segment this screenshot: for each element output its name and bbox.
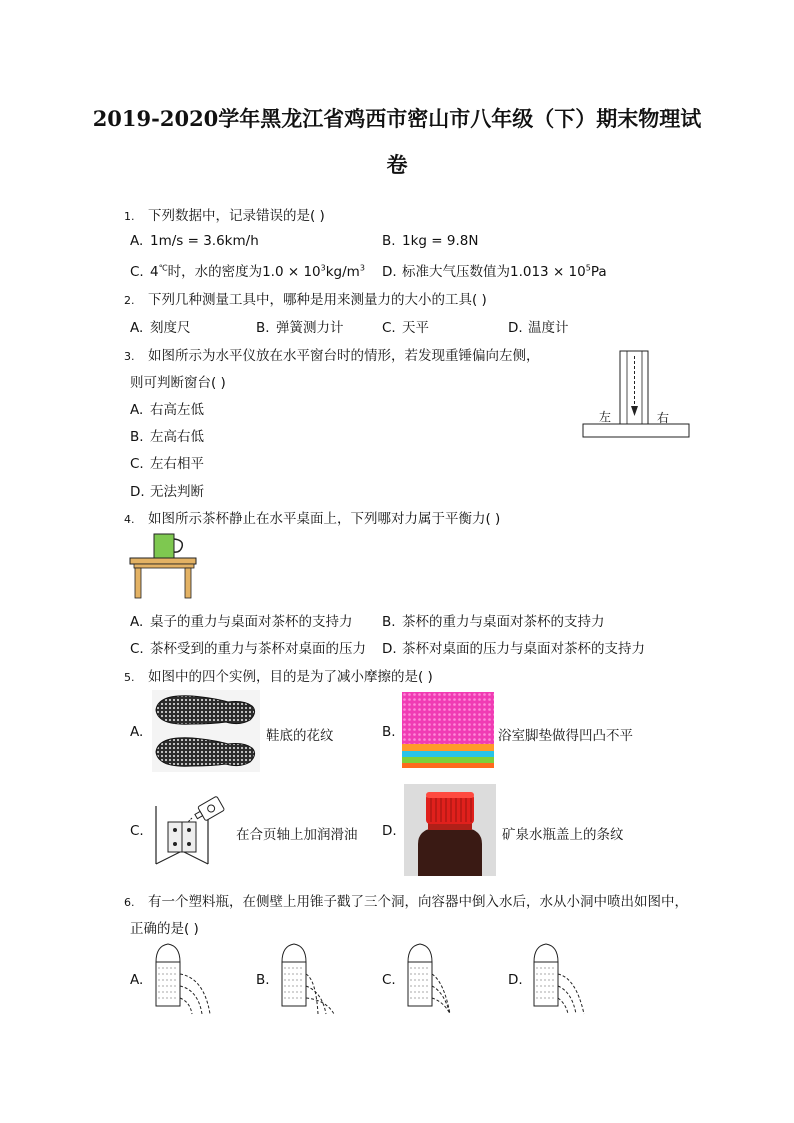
cup-table-drawing xyxy=(128,530,200,600)
question-stem: 下列数据中，记录错误的是( ) xyxy=(148,208,325,224)
question-number: 4. xyxy=(124,513,135,526)
question-3-stem-continued: 则可判断窗台( ) xyxy=(130,375,226,391)
question-number: 3. xyxy=(124,350,135,363)
question-stem: 如图中的四个实例，目的是为了减小摩擦的是( ) xyxy=(148,669,433,685)
question-stem: 如图所示为水平仪放在水平窗台时的情形，若发现重锤偏向左侧， xyxy=(148,348,540,364)
hinge-oil-drawing xyxy=(150,792,230,868)
question-stem: 如图所示茶杯静止在水平桌面上，下列哪对力属于平衡力( ) xyxy=(148,511,501,527)
q6-option-a-figure xyxy=(152,940,224,1016)
question-5 xyxy=(124,665,433,685)
q6-option-d-letter[interactable]: D. xyxy=(508,972,523,988)
question-3 xyxy=(124,344,540,364)
q6-option-c-figure xyxy=(404,940,476,1016)
q6-option-b-letter[interactable]: B. xyxy=(256,972,270,988)
q5-option-b-letter[interactable]: B. xyxy=(382,724,396,740)
q2-option-c[interactable]: C. 天平 xyxy=(382,320,429,336)
question-stem: 有一个塑料瓶，在侧壁上用锥子戳了三个洞，向容器中倒入水后，水从小洞中喷出如图中， xyxy=(148,894,688,910)
q6-option-c-letter[interactable]: C. xyxy=(382,972,396,988)
q5-option-d-letter[interactable]: D. xyxy=(382,823,397,839)
bottle-b-drawing xyxy=(278,940,350,1016)
bottle-cap-drawing xyxy=(404,784,496,876)
q3-option-b[interactable]: B. 左高右低 xyxy=(130,429,204,445)
q5-option-c-letter[interactable]: C. xyxy=(130,823,144,839)
q5-option-c-label: 在合页轴上加润滑油 xyxy=(236,827,358,843)
question-6 xyxy=(124,890,688,910)
question-6-stem-continued: 正确的是( ) xyxy=(130,921,199,937)
shoe-sole-photo xyxy=(152,690,260,772)
bottle-a-drawing xyxy=(152,940,224,1016)
bottle-d-drawing xyxy=(530,940,602,1016)
bottle-cap-photo xyxy=(404,784,496,876)
q2-option-b[interactable]: B. 弹簧测力计 xyxy=(256,320,344,336)
q4-option-b[interactable]: B. 茶杯的重力与桌面对茶杯的支持力 xyxy=(382,614,605,630)
q3-option-c[interactable]: C. 左右相平 xyxy=(130,456,204,472)
question-4 xyxy=(124,507,500,527)
q4-option-d[interactable]: D. 茶杯对桌面的压力与桌面对茶杯的支持力 xyxy=(382,641,645,657)
q3-option-d[interactable]: D. 无法判断 xyxy=(130,484,204,500)
question-number: 6. xyxy=(124,896,135,909)
q6-option-b-figure xyxy=(278,940,350,1016)
question-number: 1. xyxy=(124,210,135,223)
question-1 xyxy=(124,204,325,224)
bath-mat-drawing xyxy=(402,692,494,768)
level-right-label: 右 xyxy=(657,411,670,425)
q4-option-c[interactable]: C. 茶杯受到的重力与茶杯对桌面的压力 xyxy=(130,641,366,657)
bottle-c-drawing xyxy=(404,940,476,1016)
q4-option-a[interactable]: A. 桌子的重力与桌面对茶杯的支持力 xyxy=(130,614,353,630)
question-2 xyxy=(124,288,487,308)
q5-option-b-label: 浴室脚垫做得凹凸不平 xyxy=(498,728,633,744)
question-number: 5. xyxy=(124,671,135,684)
question-number: 2. xyxy=(124,294,135,307)
bath-mat-photo xyxy=(402,692,494,768)
q2-option-a[interactable]: A. 刻度尺 xyxy=(130,320,191,336)
q5-option-a-letter[interactable]: A. xyxy=(130,724,144,740)
q6-option-d-figure xyxy=(530,940,602,1016)
q1-option-b[interactable]: B. 1kg = 9.8N xyxy=(382,233,479,249)
title-line-2: 卷 xyxy=(386,152,408,177)
shoe-soles-drawing xyxy=(152,690,260,772)
q2-option-d[interactable]: D. 温度计 xyxy=(508,320,569,336)
hinge-oil-figure xyxy=(150,792,230,868)
level-left-label: 左 xyxy=(599,410,612,424)
level-diagram xyxy=(580,348,692,440)
level-figure xyxy=(580,348,692,440)
paper-title xyxy=(60,96,734,188)
q1-option-a[interactable]: A. 1m/s = 3.6km/h xyxy=(130,233,259,249)
q1-option-d[interactable]: D. 标准大气压数值为$1.013 \times 10^5Pa$ xyxy=(382,263,607,280)
question-stem: 下列几种测量工具中，哪种是用来测量力的大小的工具( ) xyxy=(148,292,487,308)
cup-on-table-figure xyxy=(128,530,200,600)
q5-option-a-label: 鞋底的花纹 xyxy=(266,728,334,744)
q6-option-a-letter[interactable]: A. xyxy=(130,972,144,988)
q5-option-d-label: 矿泉水瓶盖上的条纹 xyxy=(502,827,624,843)
q3-option-a[interactable]: A. 右高左低 xyxy=(130,402,204,418)
title-line-1: 2019-2020学年黑龙江省鸡西市密山市八年级（下）期末物理试 xyxy=(92,106,702,131)
q1-option-c[interactable]: C. 4℃时，水的密度为$1.0 \times 10^3kg/m^3$ xyxy=(130,263,365,280)
